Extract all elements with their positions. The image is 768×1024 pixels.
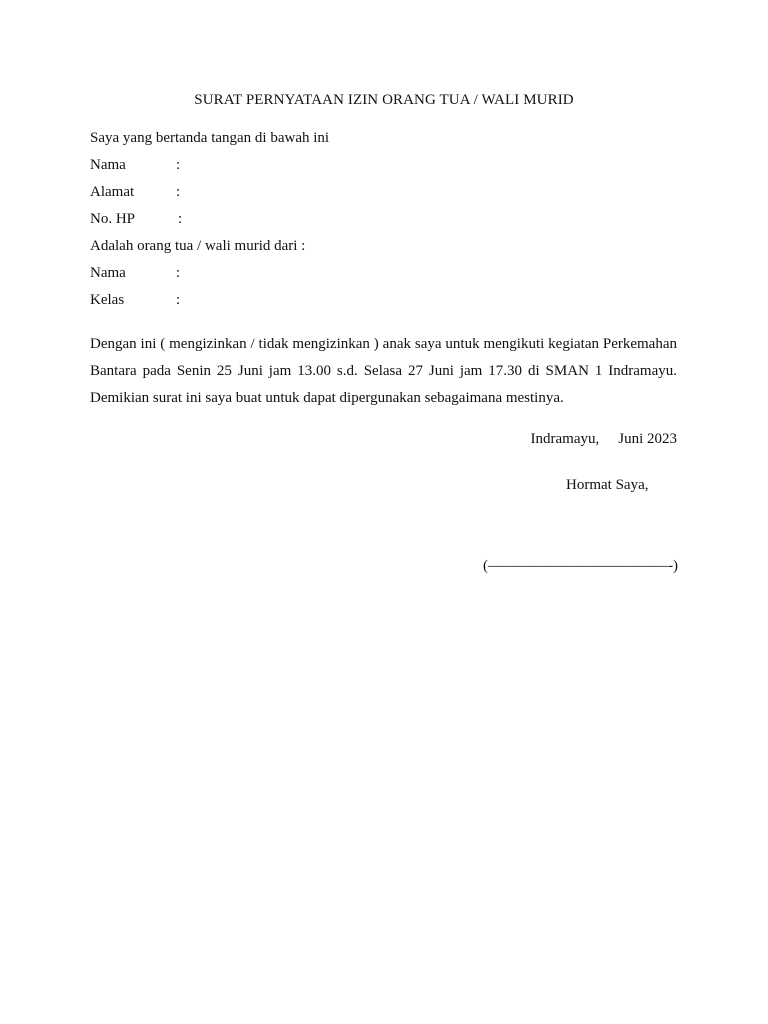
parent-name-field <box>90 157 180 174</box>
parent-address-field <box>90 184 180 201</box>
field-label: No. HP <box>90 211 136 227</box>
student-intro-text: Adalah orang tua / wali murid dari : <box>90 238 306 254</box>
field-separator: : <box>178 211 183 227</box>
place-date <box>531 431 678 448</box>
closing-text: Hormat Saya, <box>566 477 649 493</box>
field-label: Nama <box>90 265 126 281</box>
field-label: Nama <box>90 157 126 173</box>
intro-text: Saya yang bertanda tangan di bawah ini <box>90 130 330 146</box>
field-label: Kelas <box>90 292 125 308</box>
student-name-field <box>90 265 180 282</box>
date-text: Juni 2023 <box>618 431 677 447</box>
parent-phone-field <box>90 211 182 228</box>
place-text: Indramayu, <box>530 431 600 447</box>
document-title: SURAT PERNYATAAN IZIN ORANG TUA / WALI MURID <box>194 92 574 108</box>
field-separator: : <box>176 184 181 200</box>
signature-line: (————————————-) <box>483 558 678 574</box>
permission-paragraph: Dengan ini ( mengizinkan / tidak mengizinkan ) anak saya untuk mengikuti kegiatan Perkemahan Bantara pada Senin 25 Juni jam 13.00 s.d. Selasa 27 Juni jam 17.30 di SMAN 1 Indramayu. Demikian surat ini saya buat untuk dapat dipergunakan sebagaimana mestinya. <box>90 336 677 406</box>
field-separator: : <box>176 265 181 281</box>
field-label: Alamat <box>90 184 135 200</box>
field-separator: : <box>176 292 181 308</box>
field-separator: : <box>176 157 181 173</box>
student-class-field <box>90 292 180 309</box>
